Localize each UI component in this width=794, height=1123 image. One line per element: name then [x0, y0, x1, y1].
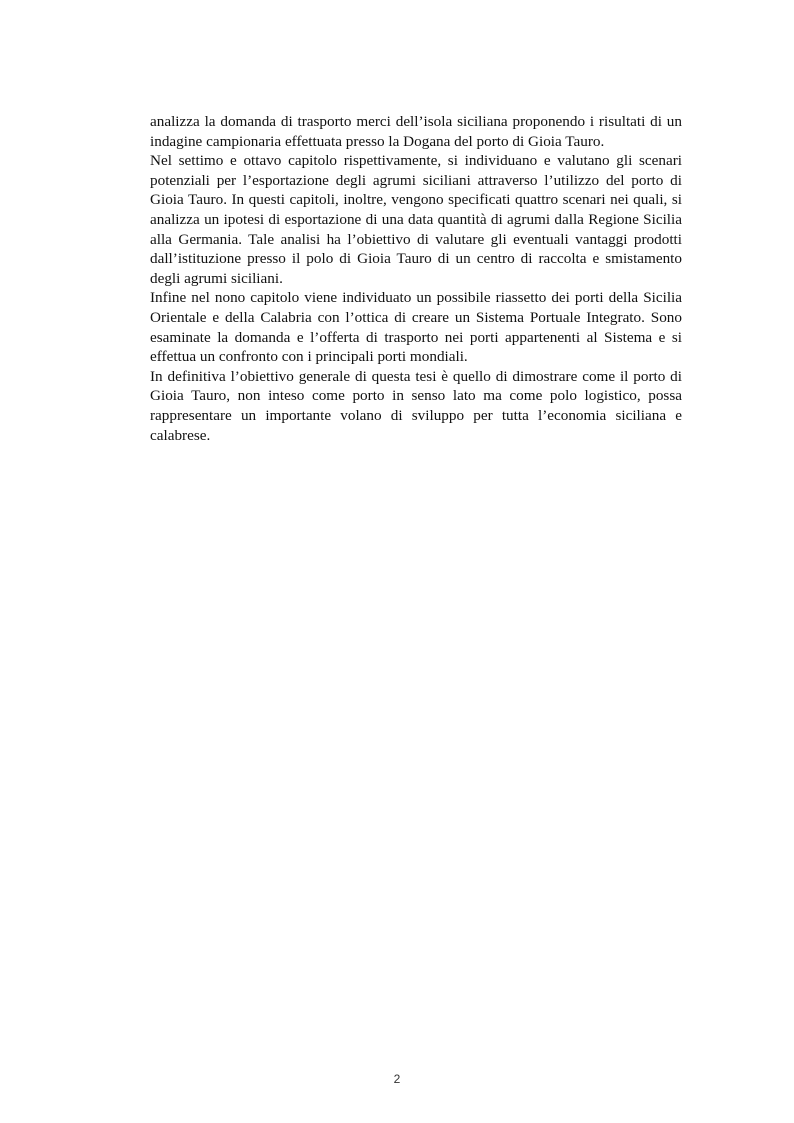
paragraph-4: In definitiva l’obiettivo generale di questa tesi è quello di dimostrare come il porto di Gioia Tauro, non inteso come porto in senso lato ma come polo logistico, possa rappresentare un importante volano di sviluppo per tutta l’economia siciliana e calabrese.	[150, 367, 682, 444]
paragraph-1: analizza la domanda di trasporto merci dell’isola siciliana proponendo i risultati di un indagine campionaria effettuata presso la Dogana del porto di Gioia Tauro.	[150, 113, 682, 150]
body-text	[150, 112, 682, 445]
paragraph-3: Infine nel nono capitolo viene individuato un possibile riassetto dei porti della Sicilia Orientale e della Calabria con l’ottica di creare un Sistema Portuale Integrato. Sono esaminate la domanda e l’offerta di trasporto nei porti appartenenti al Sistema e si effettua un confronto con i principali porti mondiali.	[150, 289, 682, 366]
page-number: 2	[393, 1072, 401, 1086]
paragraph-2: Nel settimo e ottavo capitolo rispettivamente, si individuano e valutano gli scenari potenziali per l’esportazione degli agrumi siciliani attraverso l’utilizzo del porto di Gioia Tauro. In questi capitoli, inoltre, vengono specificati quattro scenari nei quali, si analizza un ipotesi di esportazione di una data quantità di agrumi dalla Regione Sicilia alla Germania. Tale analisi ha l’obiettivo di valutare gli eventuali vantaggi prodotti dall’istituzione presso il polo di Gioia Tauro di un centro di raccolta e smistamento degli agrumi siciliani.	[150, 152, 682, 287]
